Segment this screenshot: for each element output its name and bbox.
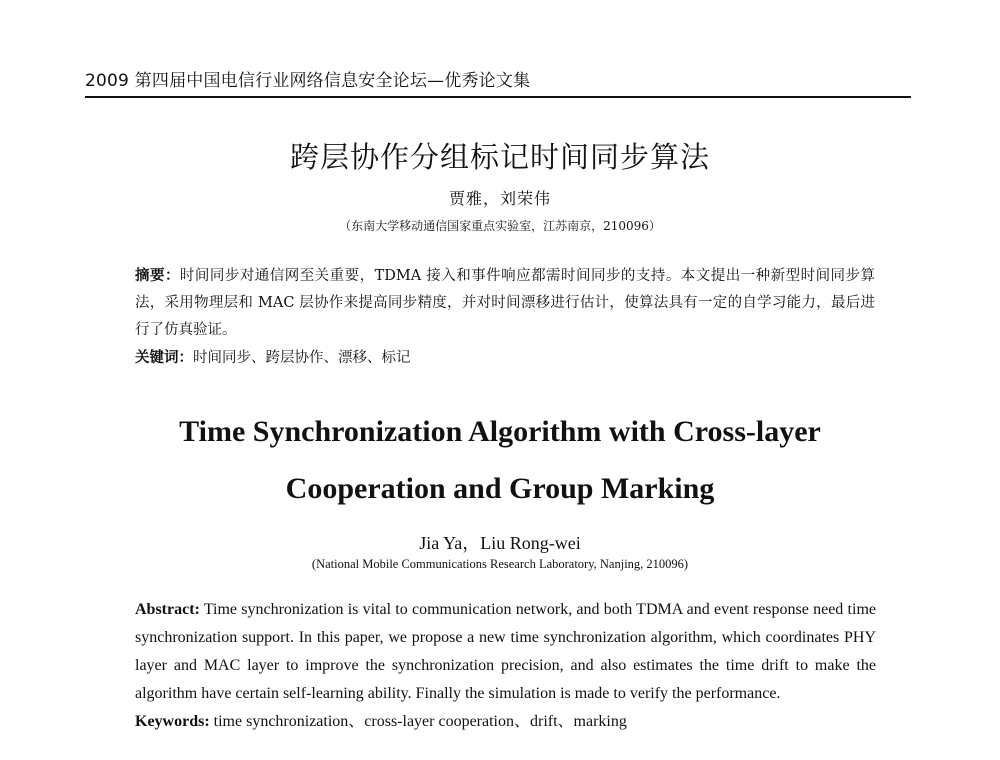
chinese-keywords (135, 344, 875, 372)
english-keywords-label: Keywords: (135, 713, 210, 730)
english-title-line-1: Time Synchronization Algorithm with Cross-layer (179, 415, 821, 448)
english-title (0, 403, 1000, 517)
english-abstract-label: Abstract: (135, 601, 200, 618)
chinese-title: 跨层协作分组标记时间同步算法 (289, 140, 710, 174)
chinese-abstract-label: 摘要： (135, 267, 180, 284)
header-text: 2009 第四届中国电信行业网络信息安全论坛—优秀论文集 (85, 71, 531, 91)
header-rule (85, 96, 911, 98)
chinese-abstract-text: 时间同步对通信网至关重要，TDMA 接入和事件响应都需时间同步的支持。本文提出一种新型时间同步算法，采用物理层和 MAC 层协作来提高同步精度，并对时间漂移进行估计，使算法具有一定的自学习能力，最后进行了仿真验证。 (135, 268, 875, 338)
english-abstract-text: Time synchronization is vital to communication network, and both TDMA and event response need time synchronization support. In this paper, we propose a new time synchronization algorithm, which coordinates PHY layer and MAC layer to improve the synchronization precision, and also estimates the time drift to make the algorithm have certain self-learning ability. Finally the simulation is made to verify the performance. (135, 601, 876, 702)
running-header (85, 64, 911, 94)
chinese-abstract-block (135, 262, 875, 372)
chinese-keywords-text: 时间同步、跨层协作、漂移、标记 (193, 350, 411, 366)
english-abstract (135, 596, 876, 708)
chinese-abstract (135, 262, 875, 344)
english-title-line-2: Cooperation and Group Marking (285, 472, 715, 505)
english-keywords-text: time synchronization、cross-layer cooperation、drift、marking (213, 713, 627, 730)
english-affiliation: (National Mobile Communications Research Laboratory, Nanjing, 210096) (311, 557, 689, 571)
chinese-affiliation: （东南大学移动通信国家重点实验室，江苏南京，210096） (339, 219, 661, 233)
english-authors: Jia Ya，Liu Rong-wei (419, 533, 581, 553)
chinese-keywords-label: 关键词： (135, 349, 193, 366)
english-keywords (135, 708, 876, 736)
english-abstract-block (135, 596, 876, 736)
chinese-authors: 贾雅，刘荣伟 (448, 189, 551, 208)
